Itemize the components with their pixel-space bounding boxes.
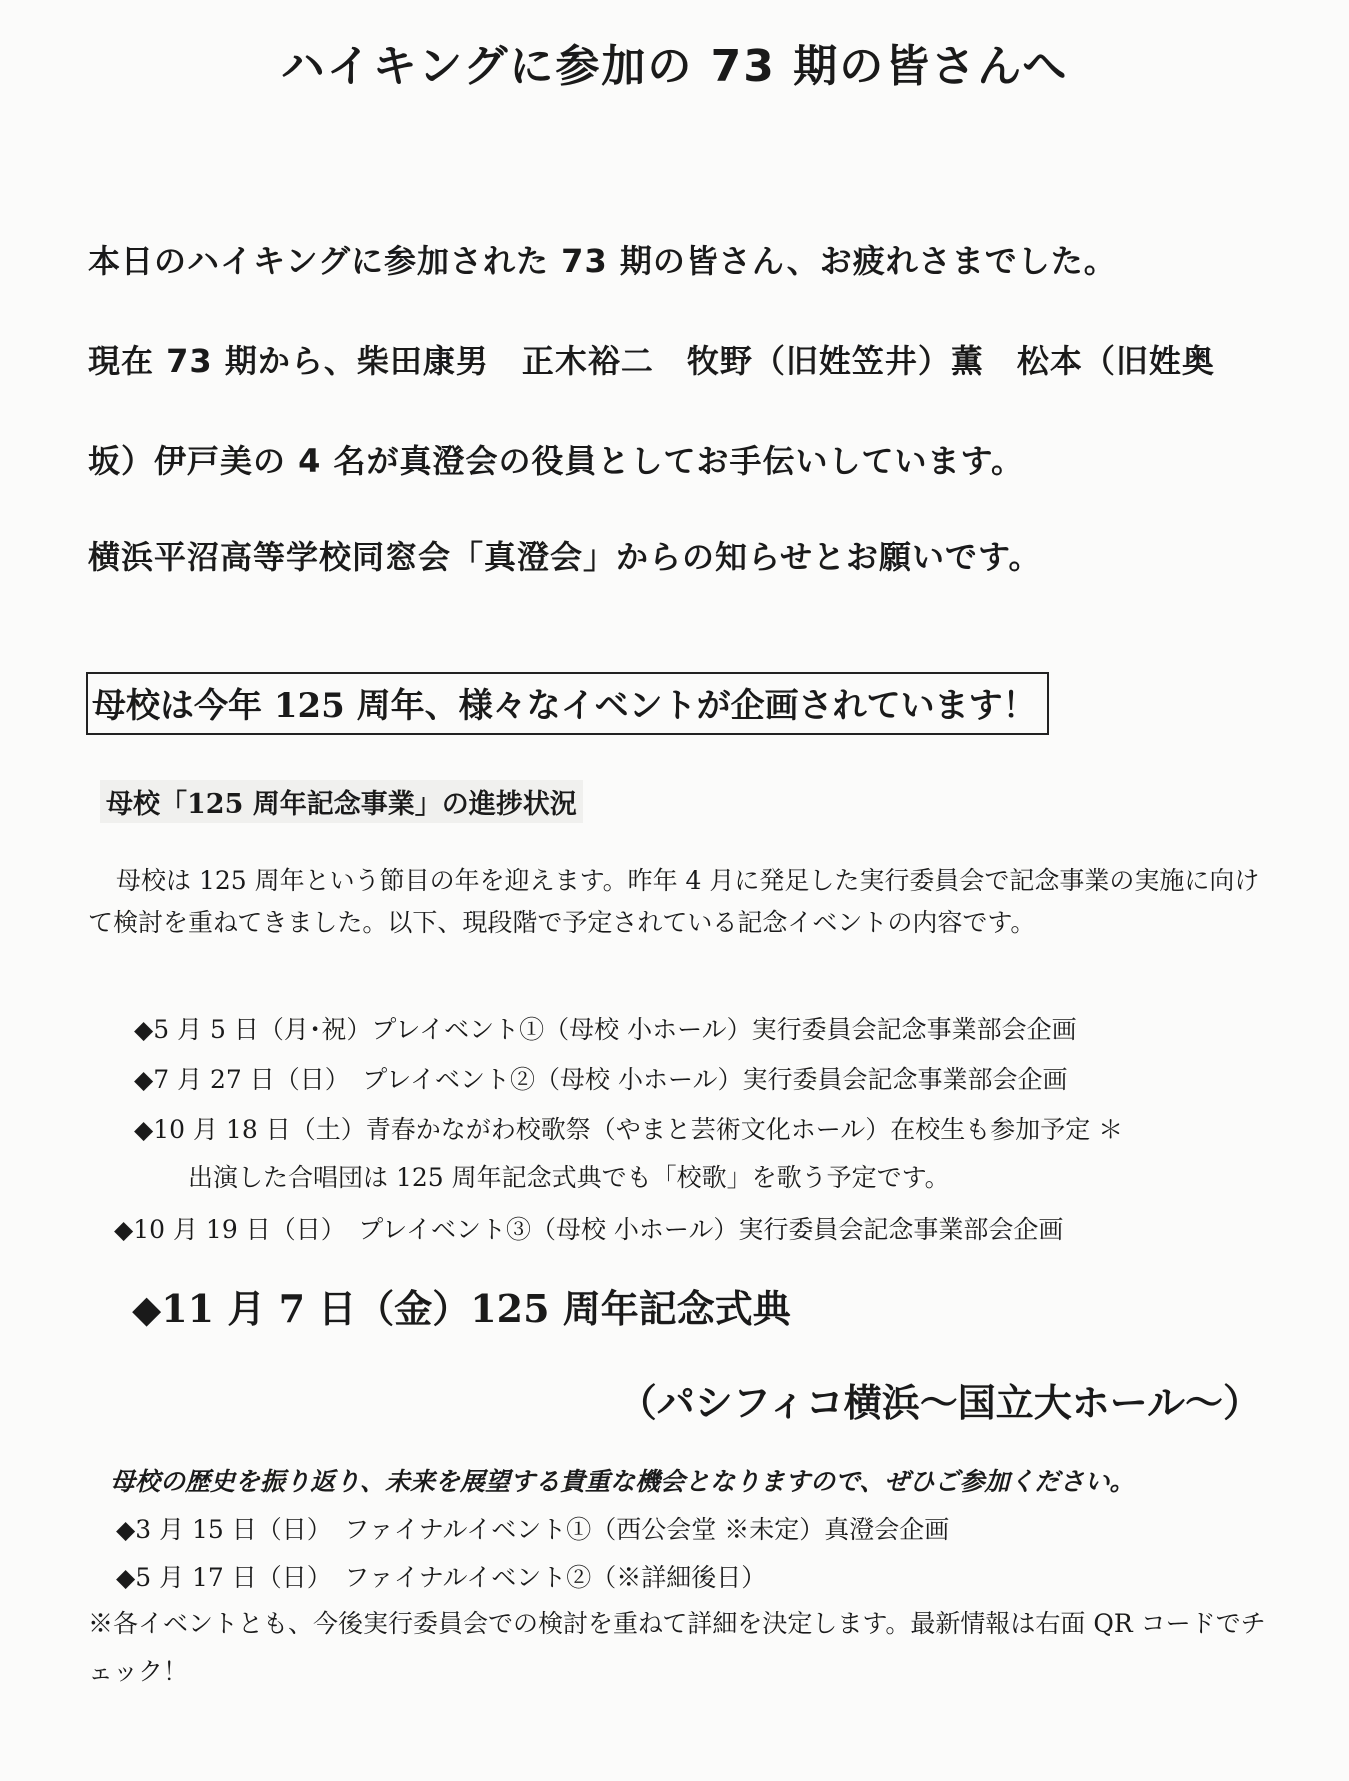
intro-line-1: 本日のハイキングに参加された 73 期の皆さん、お疲れさまでした。 [88,242,1117,280]
closing-sentence: 母校の歴史を振り返り、未来を展望する貴重な機会となりますので、ぜひご参加ください。 [110,1467,1135,1496]
footnote: ※各イベントとも、今後実行委員会での検討を重ねて詳細を決定します。最新情報は右面 QR コードでチェック！ [88,1609,1266,1686]
event-item-3: ◆10 月 18 日（土）青春かながわ校歌祭（やまと芸術文化ホール）在校生も参加予定 ＊ [134,1115,1124,1144]
page-title: ハイキングに参加の 73 期の皆さんへ [280,41,1069,92]
intro-line-3: 坂）伊戸美の 4 名が真澄会の役員としてお手伝いしています。 [88,442,1024,480]
section-subheading: 母校「125 周年記念事業」の進捗状況 [100,780,583,823]
intro-line-4: 横浜平沼高等学校同窓会「真澄会」からの知らせとお願いです。 [88,538,1042,576]
event-item-2: ◆7 月 27 日（日） プレイベント②（母校 小ホール）実行委員会記念事業部会企画 [134,1065,1068,1094]
ceremony-line: ◆11 月 7 日（金）125 周年記念式典 [132,1286,791,1331]
final-event-2: ◆5 月 17 日（日） ファイナルイベント②（※詳細後日） [116,1563,767,1592]
final-event-1: ◆3 月 15 日（日） ファイナルイベント①（西公会堂 ※未定）真澄会企画 [116,1515,950,1544]
event-item-1: ◆5 月 5 日（月･祝）プレイベント①（母校 小ホール）実行委員会記念事業部会企画 [134,1015,1077,1044]
event-item-3-note: 出演した合唱団は 125 周年記念式典でも「校歌」を歌う予定です。 [188,1163,950,1192]
ceremony-venue: （パシフィコ横浜～国立大ホール～） [618,1380,1261,1425]
boxed-heading: 母校は今年 125 周年、様々なイベントが企画されています！ [86,672,1049,735]
intro-line-2: 現在 73 期から、柴田康男 正木裕二 牧野（旧姓笠井）薫 松本（旧姓奥 [88,342,1215,380]
event-item-4: ◆10 月 19 日（日） プレイベント③（母校 小ホール）実行委員会記念事業部会企画 [114,1215,1064,1244]
progress-paragraph: 母校は 125 周年という節目の年を迎えます。昨年 4 月に発足した実行委員会で記念事業の実施に向けて検討を重ねてきました。以下、現段階で予定されている記念イベントの内容です。 [88,866,1260,937]
